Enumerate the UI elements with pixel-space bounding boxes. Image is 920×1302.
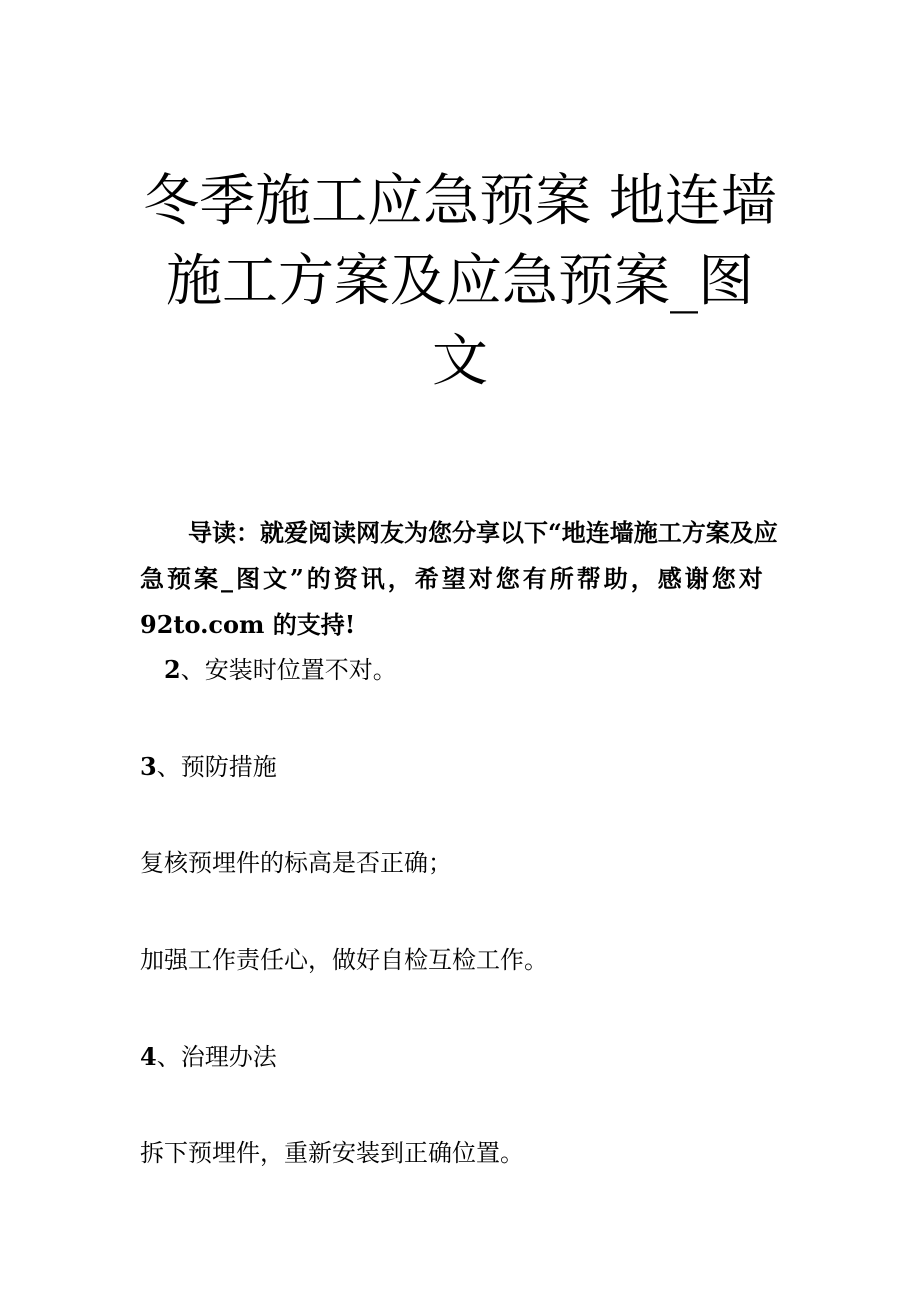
item-number: 2 — [164, 655, 181, 684]
title-line-2: 施工方案及应急预案_图 — [166, 249, 754, 314]
paragraph-text: 、安装时位置不对。 — [180, 656, 397, 684]
title-line-3: 文 — [432, 329, 488, 394]
paragraph-responsibility: 加强工作责任心，做好自检互检工作。 — [140, 946, 548, 974]
intro-line-1: 导读：就爱阅读网友为您分享以下“地连墙施工方案及应 — [188, 518, 778, 547]
document-title — [120, 162, 800, 402]
paragraph-install-position — [164, 653, 397, 687]
paragraph-treatment-heading — [140, 1040, 277, 1074]
paragraph-check-elevation: 复核预埋件的标高是否正确； — [140, 849, 452, 877]
paragraph-text: 、治理办法 — [156, 1043, 277, 1071]
item-number: 4 — [140, 1042, 157, 1071]
paragraph-text: 、预防措施 — [156, 753, 277, 781]
paragraph-reinstall: 拆下预埋件，重新安装到正确位置。 — [140, 1139, 524, 1167]
intro-paragraph — [140, 510, 790, 648]
item-number: 3 — [140, 752, 157, 781]
title-line-1: 冬季施工应急预案 地连墙 — [143, 169, 777, 234]
intro-line-2: 急预案_图文”的资讯，希望对您有所帮助，感谢您对 — [140, 564, 766, 593]
intro-line-3: 92to.com 的支持! — [140, 610, 356, 639]
paragraph-prevention-heading — [140, 750, 277, 784]
